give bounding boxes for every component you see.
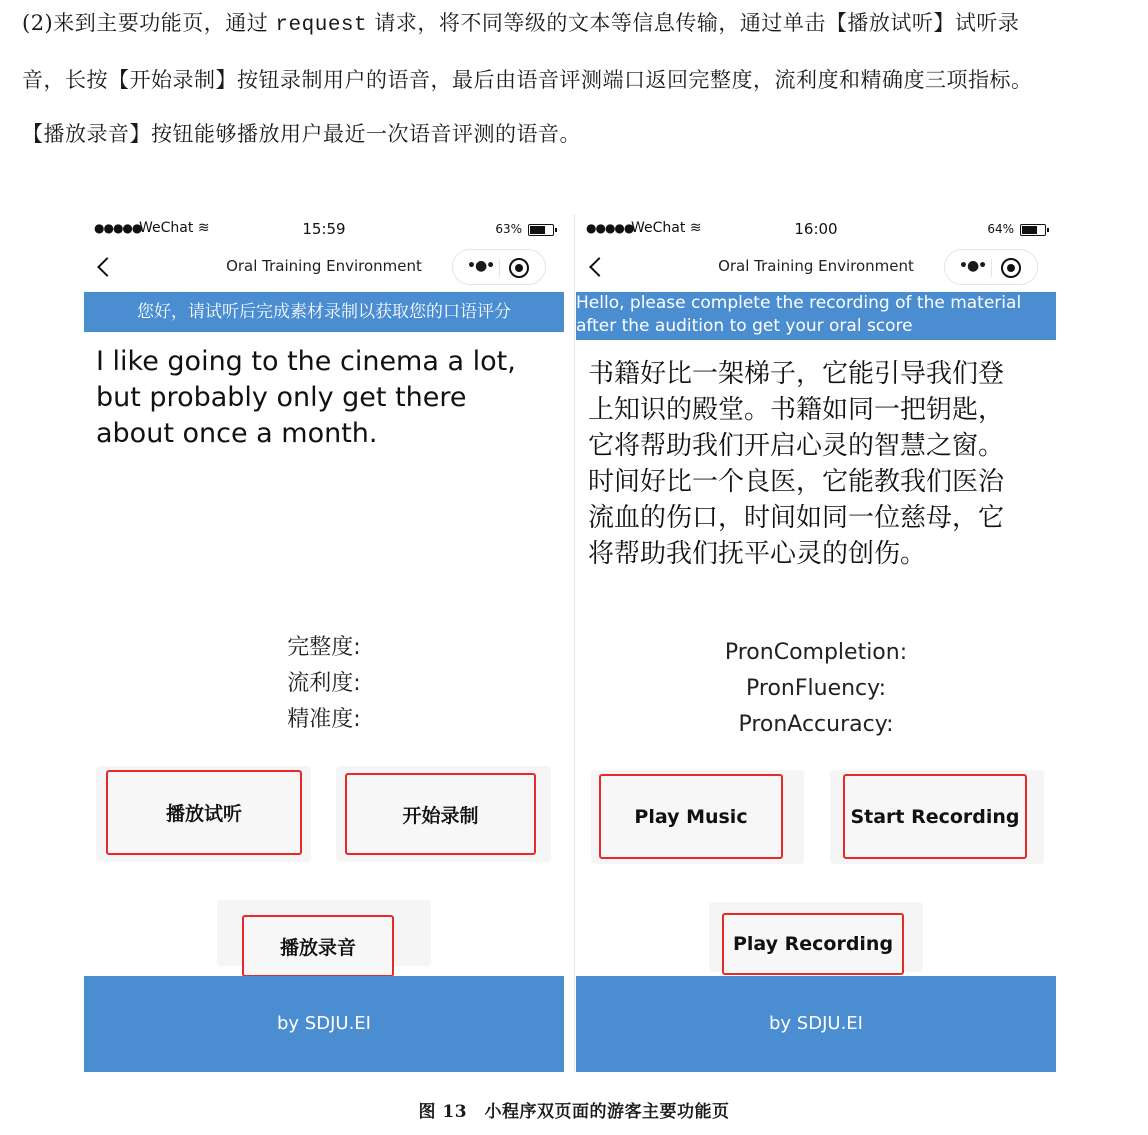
figure-caption: 图 13 小程序双页面的游客主要功能页 [418,1102,730,1122]
battery-percent: 64% [987,222,1014,236]
carrier-label: WeChat ≋ [631,220,702,236]
status-bar [84,214,564,246]
battery-icon [1020,224,1046,236]
status-bar [576,214,1056,246]
instruction-banner: Hello, please complete the recording of the material after the audition to get your oral score [576,292,1056,340]
paragraph-line-2: 音，长按【开始录制】按钮录制用户的语音，最后由语音评测端口返回完整度，流利度和精确度三项指标。 [22,68,1033,92]
start-recording-button[interactable]: 开始录制 [345,773,536,855]
score-accuracy: 精准度: [287,707,361,732]
capsule-divider [991,259,992,277]
more-dots-icon[interactable]: •●• [467,258,495,274]
signal-dots-icon: ●●●●● [586,221,634,235]
material-text: I like going to the cinema a lot, but probably only get there about once a month. [96,346,516,449]
request-code: request [275,14,368,37]
phone-screenshot-chinese [84,214,564,1072]
nav-bar [84,246,564,290]
signal-dots-icon: ●●●●● [94,221,142,235]
carrier-label: WeChat ≋ [139,220,210,236]
capsule-divider [499,259,500,277]
wifi-icon: ≋ [197,220,210,236]
score-fluency: 流利度: [287,671,361,696]
start-recording-button[interactable]: Start Recording [843,774,1027,859]
more-dots-icon[interactable]: •●• [959,258,987,274]
score-panel [576,635,1056,743]
paragraph-line-1: (2)来到主要功能页，通过 request 请求，将不同等级的文本等信息传输，通过单击【播放试听】试听录 [22,11,1020,37]
menu-capsule [944,249,1038,285]
play-recording-button[interactable]: 播放录音 [242,915,394,977]
wifi-icon: ≋ [689,220,702,236]
score-panel [84,630,564,738]
footer-credit: by SDJU.EI [576,976,1056,1072]
close-target-icon[interactable] [1001,258,1021,278]
close-target-icon[interactable] [509,258,529,278]
paragraph-line-3: 【播放录音】按钮能够播放用户最近一次语音评测的语音。 [22,122,581,146]
phone-screenshot-english [576,214,1056,1072]
footer-credit: by SDJU.EI [84,976,564,1072]
status-time: 16:00 [794,220,838,238]
battery-percent: 63% [495,222,522,236]
material-text: 书籍好比一架梯子，它能引导我们登 上知识的殿堂。书籍如同一把钥匙， 它将帮助我们开启心灵的智慧之窗。 时间好比一个良医，它能教我们医治 流血的伤口，时间如同一位慈母，它 将帮助我们抚平心灵的创伤。 [588,359,1005,569]
score-accuracy: PronAccuracy: [738,712,894,737]
score-completion: PronCompletion: [724,640,908,665]
play-music-button[interactable]: Play Music [599,774,783,859]
battery-icon [528,224,554,236]
nav-title: Oral Training Environment [718,257,914,275]
intro-paragraph [22,0,1132,161]
nav-bar [576,246,1056,290]
menu-capsule [452,249,546,285]
score-completion: 完整度: [287,635,361,660]
play-audition-button[interactable]: 播放试听 [106,770,302,855]
instruction-banner: 您好，请试听后完成素材录制以获取您的口语评分 [84,292,564,332]
screens-divider [574,214,575,1072]
status-time: 15:59 [302,220,346,238]
nav-title: Oral Training Environment [226,257,422,275]
play-recording-button[interactable]: Play Recording [722,913,904,975]
score-fluency: PronFluency: [746,676,886,701]
